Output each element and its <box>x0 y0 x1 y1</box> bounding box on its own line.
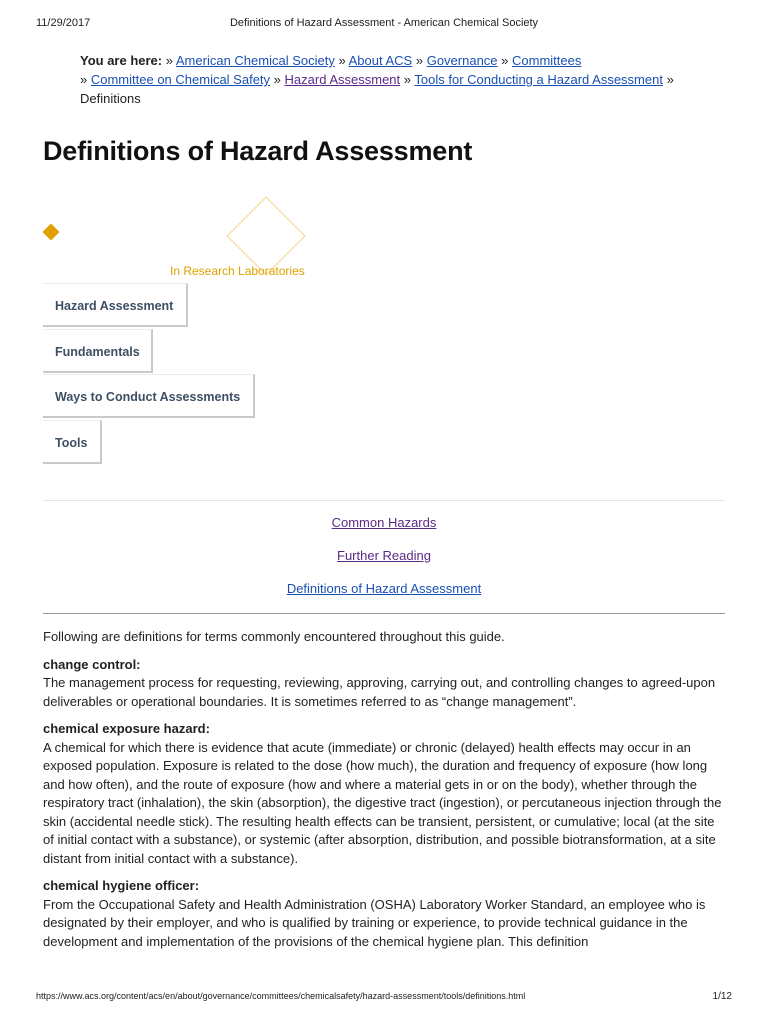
definition-text: A chemical for which there is evidence that acute (immediate) or chronic (delayed) health effects may occur in an exposed population. Exposure is related to the dose (how much), the duration and frequency of exposure (how long and how often), and the route of exposure (how and where a material gets in or on the body), whether through the respiratory tract (inhalation), the skin (absorption), the digestive tract (ingestion), or percutaneous injection through the skin (accidental needle stick). The resulting health effects can be transient, persistent, or cumulative; local (at the site of initial contact with a substance), or systemic (after absorption, distribution, and possible biotransformation, at a site distant from initial contact with a substance). <box>43 739 722 866</box>
breadcrumb-separator: » <box>273 72 281 87</box>
breadcrumb-separator: » <box>666 72 674 87</box>
diamond-bullet-icon <box>43 224 60 241</box>
breadcrumb-separator: » <box>415 53 424 68</box>
definition-term: chemical hygiene officer: <box>43 878 200 893</box>
breadcrumb-link-committees[interactable]: Committees <box>512 53 582 68</box>
breadcrumb-link-acs[interactable]: American Chemical Society <box>175 53 335 68</box>
breadcrumb-link-committee-chemical-safety[interactable]: Committee on Chemical Safety <box>90 72 271 87</box>
page-title: Definitions of Hazard Assessment <box>43 136 473 166</box>
divider <box>43 500 725 501</box>
breadcrumb-label: You are here: <box>80 53 163 68</box>
definition-term: change control: <box>43 656 141 672</box>
page-number: 1/12 <box>712 991 732 1002</box>
breadcrumb-link-governance[interactable]: Governance <box>426 53 498 68</box>
definition-text: From the Occupational Safety and Health Administration (OSHA) Laboratory Worker Standard, an employee who is designated by their employer, and who is qualified by training or experience, to provide technical guidance in the development and implementation of the provisions of the chemical hygiene plan. This definition <box>43 896 706 949</box>
intro-text: Following are definitions for terms commonly encountered throughout this guide. <box>43 629 505 644</box>
breadcrumb-separator: » <box>80 72 88 87</box>
breadcrumb <box>80 51 730 108</box>
tab-ways-to-conduct-assessments[interactable]: Ways to Conduct Assessments <box>43 374 255 418</box>
breadcrumb-link-tools[interactable]: Tools for Conducting a Hazard Assessment <box>414 72 663 87</box>
breadcrumb-separator: » <box>403 72 411 87</box>
subnav-item <box>0 581 768 596</box>
breadcrumb-separator: » <box>501 53 509 68</box>
print-date: 11/29/2017 <box>36 17 91 29</box>
definition-term: chemical exposure hazard: <box>43 721 210 736</box>
print-header <box>36 17 732 31</box>
breadcrumb-current: Definitions <box>80 91 141 106</box>
subnav-item <box>0 548 768 563</box>
print-footer <box>36 991 732 1005</box>
divider <box>43 613 725 614</box>
tab-tools[interactable]: Tools <box>43 420 102 464</box>
breadcrumb-separator: » <box>338 53 346 68</box>
definitions-content <box>43 628 728 960</box>
subnav-item <box>0 515 768 530</box>
subnav-link-definitions[interactable]: Definitions of Hazard Assessment <box>286 581 482 596</box>
research-laboratories-label: In Research Laboratories <box>170 264 305 278</box>
subnav-link-common-hazards[interactable]: Common Hazards <box>331 515 437 530</box>
breadcrumb-link-hazard-assessment[interactable]: Hazard Assessment <box>284 72 401 87</box>
breadcrumb-separator: » <box>165 53 173 68</box>
tab-fundamentals[interactable]: Fundamentals <box>43 329 153 373</box>
subnav-link-further-reading[interactable]: Further Reading <box>337 548 431 563</box>
print-title: Definitions of Hazard Assessment - American Chemical Society <box>229 17 539 29</box>
breadcrumb-link-about-acs[interactable]: About ACS <box>348 53 413 68</box>
definition-text: The management process for requesting, reviewing, approving, carrying out, and controlling changes to agreed-upon deliverables or operational boundaries. It is sometimes referred to as “change management”. <box>43 675 716 709</box>
tab-hazard-assessment[interactable]: Hazard Assessment <box>43 283 188 327</box>
print-url: https://www.acs.org/content/acs/en/about/governance/committees/chemicalsafety/hazard-assessment/tools/definitions.html <box>36 991 526 1001</box>
